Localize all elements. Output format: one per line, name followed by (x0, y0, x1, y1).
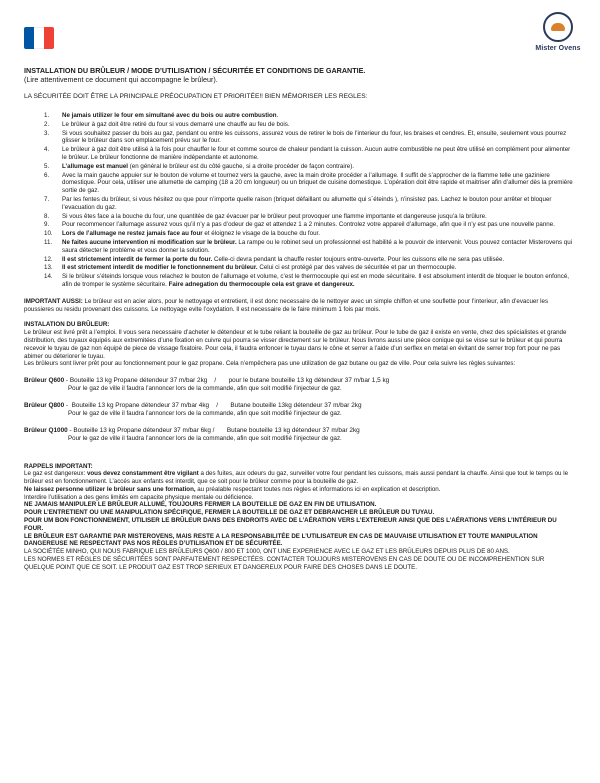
rule-text (62, 163, 576, 171)
rule-item (24, 230, 576, 238)
rule-item (24, 146, 576, 162)
product-entry (24, 427, 576, 443)
product-entry (24, 377, 576, 393)
rule-text (62, 273, 576, 289)
products-list (24, 377, 576, 442)
rule-text (62, 230, 576, 238)
rappels-p2-c: au préalable respectant toutes nos règles et informations ici en explication et description. (195, 485, 441, 493)
brand-name: Mister Ovens (535, 45, 581, 52)
rappels-p2-b: Ne laissez personne utilizer le brûleur sans une formation, (24, 485, 196, 493)
rule-bold: Il est strictement interdit de fermer la porte du four. (62, 255, 213, 263)
rule-item (24, 172, 576, 195)
document-content (24, 66, 576, 572)
rule-text (62, 196, 576, 212)
product-spec: - Bouteille 13 kg Propane détendeur 37 m/bar 2kg / pour le butane bouteille 13 kg détendeur 37 m/bar 1,5 kg (64, 377, 390, 385)
rappels-caps-5: LA SOCIÉTÉE MINHO, QUI NOUS FABRIQUE LES BRÛLEURS Q600 / 800 ET 1000, ONT UNE EXPERIENCE AVEC LE GAZ ET LES BRÛLEURS DEPUIS PLUS DE 80 ANS. (24, 548, 510, 556)
rule-text (62, 256, 576, 264)
rule-body: . (276, 112, 279, 119)
rule-body: Si le brûleur s’éteinds lorsque vous relachez le bouton de l’allumage et volume, c’est le thermocouple qui est en mode sécuritaire. Il est absolument interdit de bloquer le bouton enfoncé, afin de tromper le système sécuritaire. (62, 273, 569, 288)
rule-tail-bold: Faire adnegation du thermocouple cela est grave et dangereux. (168, 280, 355, 288)
rule-item (24, 112, 576, 120)
rule-number: 1. (44, 112, 50, 119)
product-name: Brûleur Q600 (24, 377, 65, 385)
rule-body: Celle-ci devra pendant la chauffe rester toujours entre-ouverte. Pour les cuissons elle ne sera pas utilisée. (212, 255, 505, 263)
rappels-heading: RAPPELS IMPORTANT: (24, 462, 93, 470)
rule-body: Le brûleur à gaz doit être utilisé à la fois pour chauffer le four et comme source de chaleur pendant la cuisson. Aucun autre combustible ne peut être utilisé en complément pour alimenter le brûleur. Le brûleur fonctionne de manière indépendante et autonome. (62, 146, 571, 161)
rappels-caps-2: POUR L’ENTRETIENT OU UNE MANIPULATION SPÉCIFIQUE, FERMER LA BOUTEILLE DE GAZ ET DEBRANCHER LE BRÛLEUR DU TUYAU. (24, 509, 435, 517)
product-spec: - Bouteille 13 kg Propane détendeur 37 m/bar 4kg / Butane bouteille 13kg détendeur 37 m/bar 2kg (64, 401, 362, 409)
rule-number: 14. (44, 273, 53, 281)
flag-white-stripe (34, 27, 44, 49)
installation-paragraph: Le brûleur est livré prêt a l’emploi. Il vous sera necessaire d’acheter le détendeur et le tube reliant la bouteille de gaz au brûleur. Pour le tube de gaz il existe en vente, chez des spécialistes et grande distribution, des tuyaux équipés aux extremitées d’une fixation en cuivre qui pourra se visser directement sur le brûleur. Nous livrons aussi une piéce conique qui se visse sur le brûleur et qui pourra recevoir le tuyau de gaz non équipé de piece de vissage fixatoire. Pour cela, il faudra enfoncer le tuyau dans le cône et serrer a l’aide d’un serflex en metal en évitant de serrer trop fort pour ne pas abimer ou déteriorer le tuyau. (24, 329, 567, 360)
rappels-caps-3: POUR UM BON FONCTIONNEMENT, UTILISER LE BRÛLEUR DANS DES ENDROITS AVEC DE L’AÉRATION VERS L’EXTERIEUR AINSI QUE DES L’AÉRATIONS VERS L’INTÉRIEUR DU FOUR. (24, 517, 557, 532)
rule-number: 13. (44, 264, 53, 272)
rule-number: 4. (44, 146, 50, 154)
rappels-caps-6: LES NORMES ET RÈGLES DE SÉCURITÉES SONT PARFAITEMENT RESPECTÉES. CONTACTER TOUJOURS MISTEROVENS EN CAS DE DOUTE OU DE INCOMPREHENTION SUR QUELQUE POINT QUE CE SOIT. LE PRODUIT GAZ EST TROP SERIEUX ET DANGEREUX POUR FAIRE DES CHOSES DANS LE DOUTE. (24, 556, 545, 571)
product-line (24, 427, 576, 435)
rule-bold: Lors de l’allumage ne restez jamais face au four (62, 230, 203, 238)
rule-text (62, 172, 576, 195)
rule-body: Le brûleur à gaz doit être retiré du four si vous demarré une chauffe au feu de bois. (62, 120, 290, 128)
rappels-p1 (24, 470, 576, 486)
rappels-caps-1: NE JAMAIS MANIPULER LE BRÛLEUR ALLUMÉ, TOUJOURS FERMER LA BOUTEILLE DE GAZ EN FIN DE UTILISATION. (24, 501, 377, 509)
rule-text (62, 213, 576, 221)
rule-number: 9. (44, 221, 50, 229)
flag-red-stripe (44, 27, 54, 49)
rule-text (62, 146, 576, 162)
flag-blue-stripe (24, 27, 34, 49)
installation-heading: INSTALATION DU BRÛLEUR: (24, 321, 110, 329)
rule-number: 8. (44, 212, 50, 220)
rappels-p1-c: a des fuites, aux odeurs du gaz, surveiller votre four pendant les cuissons, mais aussi pendant la chauffe. Ainsi que tout le temps ou le brûleur est en fonctionnement. L’accés aux enfants est interdit, que ce soit pour le brûleur comme pour la bouteille de gaz. (24, 470, 569, 486)
rule-body: Par les fentes du brûleur, si vous hésitez ou que pour n’importe quelle raison (briquet défaillant ou allumette qui s´éteinds ), n’insistez pas. Lachez le bouton pour arrêter et bloquer l’evacuation du gaz. (62, 195, 552, 211)
rule-text (62, 112, 576, 120)
rule-text (62, 239, 576, 255)
rule-body: La rampe ou le robinet seul un professionnel est habilité a le pouvoir de intervenir. Vous pouvez contacter Misterovens qui saura détecter le problème et vous donner la solution. (62, 238, 573, 254)
rappels-p1-a: Le gaz est dangereux: (24, 470, 87, 478)
product-note: Pour le gaz de ville il faudra l’annoncer lors de la commande, afin que soit modifié l’injecteur de gaz. (68, 409, 342, 417)
rule-item (24, 213, 576, 221)
rule-bold: Il est strictement interdit de modifier le fonctionnement du brûleur. (62, 264, 258, 272)
rule-body: Si vous êtes face a la bouche du four, une quantitée de gaz évacuer par le brûleur peut provoquer une flamme importante et dangereuse jusqu’a la brûlure. (62, 212, 487, 220)
rule-bold: Ne faites aucune intervention ni modification sur le brûleur. (62, 238, 237, 246)
product-spec: - Bouteille 13 kg Propane détendeur 37 m/bar 6kg / Butane bouteille 13 kg détendeur 37 m/bar 2kg (67, 426, 360, 434)
rule-number: 2. (44, 120, 50, 128)
rule-number: 6. (44, 171, 50, 179)
rule-bold: L’allumage est manuel (62, 162, 129, 170)
rule-item (24, 121, 576, 129)
rule-text (62, 264, 576, 272)
product-line (24, 402, 576, 410)
product-line (24, 377, 576, 385)
rule-item (24, 256, 576, 264)
rule-item (24, 273, 576, 289)
brand-logo (528, 12, 588, 52)
rule-body: (en général le brûleur est du côté gauche, si a droite procéder de façon contraire). (128, 162, 355, 170)
rule-item (24, 130, 576, 146)
rule-body: Celui ci est protégé par des valves de sécuritée et par un thermocouple. (257, 264, 457, 272)
product-name: Brûleur Q1000 (24, 426, 68, 434)
rule-text (62, 130, 576, 146)
important-aussi (24, 298, 576, 314)
safety-rules-list (24, 112, 576, 289)
rappels-caps-4: LE BRÛLEUR EST GARANTIE PAR MISTEROVENS, MAIS RESTE A LA RESPONSABILITÉE DE L’UTILISATEUR EN CAS DE MAUVAISE UTILISATION ET TOUTE MANIPULATION DANGEREUSE NE RESPECTANT PAS NOS RÈGLES D’UTILISATION ET DE SÉCURITÉE. (24, 532, 538, 548)
safety-intro: LA SÉCURITÉE DOIT ÊTRE LA PRINCIPALE PRÉOCUPATION ET PRIORITÉE!! BIEN MÉMORISER LES REGLES: (24, 93, 368, 100)
product-note: Pour le gaz de ville il faudra l’annoncer lors de la commande, afin que soit modifié l’injecteur de gaz. (68, 385, 342, 393)
rule-bold: Ne jamais utilizer le four em simultané avec du bois ou autre combustion (62, 112, 277, 119)
document-subtitle: (Lire attentivement ce document qui accompagne le brûleur). (24, 75, 218, 84)
rule-item (24, 163, 576, 171)
rule-body: Si vous souhaitez passer du bois au gaz, pendant ou entre les cuissons, assurez vous de retirer le bois de l’interieur du four, les braises et cendres. Et, ensuite, seulement vous pourrez glisser le brûleur dans son emplacement prévu sur le four. (62, 129, 567, 145)
rappels-p2 (24, 486, 576, 494)
rule-number: 7. (44, 195, 50, 203)
product-entry (24, 402, 576, 418)
rule-number: 11. (44, 238, 53, 246)
rappels-p3: Interdire l’utilisation a des gens limités em capacite physique mentale ou déficience. (24, 493, 254, 501)
rule-item (24, 239, 576, 255)
rule-text (62, 221, 576, 229)
product-note: Pour le gaz de ville il faudra l’annoncer lors de la commande, afin que soit modifié l’injecteur de gaz. (68, 434, 342, 442)
rule-number: 5. (44, 162, 50, 170)
rule-body: et éloignez le visage de la bouche du four. (202, 230, 320, 238)
rule-body: Pour recommencer l’allumage assurez vous qu’il n’y a pas d’odeur de gaz et attendez 1 a 2 minutes. Controlez votre appareil d’allumage, afin que il n’y est pas une nouvelle panne. (62, 221, 555, 229)
rule-number: 10. (44, 230, 53, 238)
rule-text (62, 121, 576, 129)
rappels-p1-b: vous devez constamment être vigilant (86, 470, 199, 478)
rule-number: 3. (44, 129, 50, 137)
french-flag-icon (24, 27, 54, 49)
rule-item (24, 196, 576, 212)
installation-paragraph-2: Les brûleurs sont livrer prêt pour au fonctionnement pour le gaz propane. Cela n’empêchera pas une utilization de gaz butane ou gaz de ville. Pour cela suivre les règles suivantes: (24, 360, 516, 368)
rule-number: 12. (44, 255, 53, 263)
important-aussi-text: Le brûleur est en acier alors, pour le nettoyage et entretient, il est donc necessaire de le nettoyer avec un simple chiffon et une souflette pour l’interieur, afin d’evacuer les poussieres ou residu provenant des cuissons. Le nettoyage evite l’oxydation. Il est necessaire de le faire minimum 1 fois par mois. (24, 297, 549, 313)
important-aussi-label: IMPORTANT AUSSI: (24, 297, 83, 305)
document-title: INSTALLATION DU BRÛLEUR / MODE D’UTILISATION / SÉCURITÉE ET CONDITIONS DE GARANTIE. (24, 66, 366, 75)
rule-body: Avec la main gauche appuier sur le bouton de volume et tournez vers la gauche, avec la main droite procéder a l’allumage. Il suffit de s’approcher de la flamme telle une gaziniere domestique. Pour cela, utiliser une allumette de camping (18 a 20 cm longueur) ou un briquet de cuisine domestique. L’opération doit être rapide et maitriser afin d’allumer dès la première sortie de gaz. (62, 171, 573, 195)
product-name: Brûleur Q800 (24, 401, 65, 409)
oven-logo-icon (543, 12, 573, 42)
rule-item (24, 264, 576, 272)
rule-item (24, 221, 576, 229)
